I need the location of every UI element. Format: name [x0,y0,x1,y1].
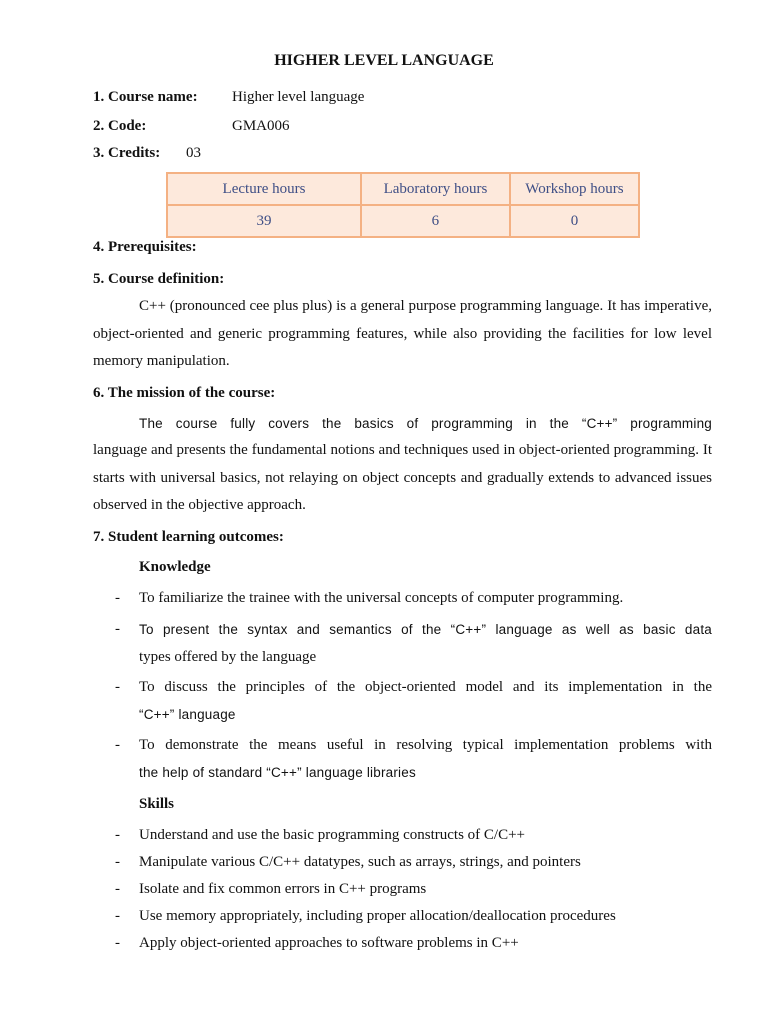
course-name-value: Higher level language [232,89,365,105]
document-title: HIGHER LEVEL LANGUAGE [274,52,494,69]
skills-item [93,822,712,849]
definition-label: 5. Course definition: [93,271,225,287]
knowledge-item [93,674,712,729]
credits-label: 3. Credits: [93,145,161,161]
skills-item-text: Manipulate various C/C++ datatypes, such as arrays, strings, and pointers [139,854,581,870]
hours-value-row [167,205,639,237]
skills-heading: Skills [139,796,175,812]
lecture-hours-value: 39 [167,205,361,237]
prerequisites-label: 4. Prerequisites: [93,239,197,255]
knowledge-heading: Knowledge [139,559,211,575]
workshop-hours-header: Workshop hours [510,173,639,205]
workshop-hours-value: 0 [510,205,639,237]
bullet-dash: - [115,590,120,606]
knowledge-item-text [139,701,712,729]
outcomes-label: 7. Student learning outcomes: [93,529,284,545]
knowledge-item-text-a: To present the syntax and semantics of the “C++” language as well as basic data [139,622,712,637]
bullet-dash: - [115,679,120,695]
definition-text: C++ (pronounced cee plus plus) is a general purpose programming language. It has imperative, object-oriented and generic programming features, while also providing the facilities for low level memory manipulation. [93,298,712,369]
laboratory-hours-value: 6 [361,205,510,237]
skills-item-text: Apply object-oriented approaches to software problems in C++ [139,935,519,951]
skills-item-text: Use memory appropriately, including proper allocation/deallocation procedures [139,908,616,924]
skills-item [93,849,712,876]
hours-table [166,172,640,238]
bullet-dash: - [115,881,120,897]
knowledge-item-text-a: To demonstrate the means useful in resolving typical implementation problems with [139,737,712,753]
bullet-dash: - [115,621,120,637]
knowledge-item-text-b: “C++” language [139,707,236,722]
skills-item-text: Understand and use the basic programming constructs of C/C++ [139,827,526,843]
credits-value: 03 [186,145,201,161]
knowledge-item-text: To familiarize the trainee with the universal concepts of computer programming. [139,590,624,606]
hours-header-row [167,173,639,205]
code-label: 2. Code: [93,118,147,134]
bullet-dash: - [115,854,120,870]
bullet-dash: - [115,737,120,753]
knowledge-item [93,616,712,671]
mission-text-rest: language and presents the fundamental notions and techniques used in object-oriented programming. It starts with universal basics, not relaying on object concepts and gradually extends to advanced issues observed in the objective approach. [93,442,712,513]
knowledge-item-text-a: To discuss the principles of the object-oriented model and its implementation in the [139,679,712,695]
course-name-label: 1. Course name: [93,89,198,105]
knowledge-item-text [139,616,712,644]
bullet-dash: - [115,827,120,843]
laboratory-hours-header: Laboratory hours [361,173,510,205]
mission-label: 6. The mission of the course: [93,385,276,401]
knowledge-item-text [139,759,712,787]
knowledge-item-text-b: types offered by the language [139,649,317,665]
skills-item [93,930,712,957]
knowledge-item [93,585,712,612]
bullet-dash: - [115,935,120,951]
knowledge-item [93,732,712,787]
mission-text-first-line [93,410,712,439]
skills-item-text: Isolate and fix common errors in C++ programs [139,881,427,897]
mission-text-a: The course fully covers the basics of programming in the “C++” programming [139,416,712,431]
bullet-dash: - [115,908,120,924]
skills-item [93,876,712,903]
knowledge-item-text-b: the help of standard “C++” language libraries [139,765,416,780]
code-value: GMA006 [232,118,290,134]
skills-item [93,903,712,930]
lecture-hours-header: Lecture hours [167,173,361,205]
